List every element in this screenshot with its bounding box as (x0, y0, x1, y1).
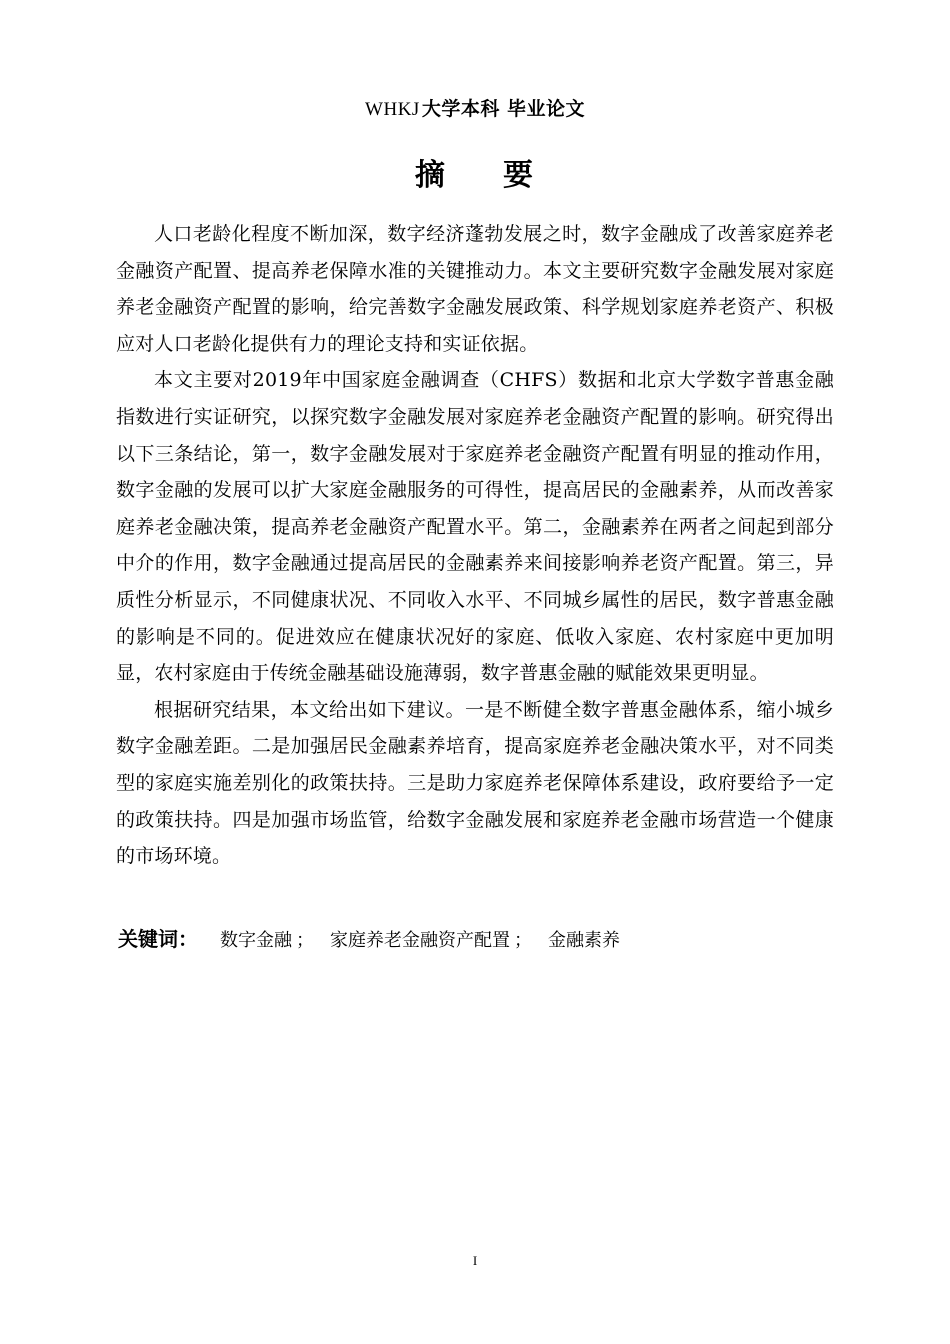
keyword-separator: ； (296, 930, 314, 951)
keywords-line (118, 923, 834, 957)
abstract-title (0, 156, 950, 196)
abstract-title-char-2: 要 (503, 158, 535, 193)
abstract-body (116, 216, 834, 875)
abstract-title-char-1: 摘 (415, 158, 447, 193)
keyword-item-3: 金融素养 (548, 930, 620, 951)
header-doc-type: 大学本科 毕业论文 (421, 98, 585, 120)
keyword-item-2: 家庭养老金融资产配置 (330, 930, 510, 951)
keyword-item-1: 数字金融 (220, 930, 292, 951)
keyword-separator: ； (514, 930, 532, 951)
keywords-label: 关键词： (118, 927, 198, 951)
abstract-paragraph-3: 根据研究结果，本文给出如下建议。一是不断健全数字普惠金融体系，缩小城乡数字金融差距。二是加强居民金融素养培育，提高家庭养老金融决策水平，对不同类型的家庭实施差别化的政策扶持。三是助力家庭养老保障体系建设，政府要给予一定的政策扶持。四是加强市场监管，给数字金融发展和家庭养老金融市场营造一个健康的市场环境。 (116, 698, 834, 868)
page-number: I (472, 1253, 478, 1268)
header-school: WHKJ (365, 99, 420, 120)
abstract-paragraph-2: 本文主要对2019年中国家庭金融调查（CHFS）数据和北京大学数字普惠金融指数进行实证研究，以探究数字金融发展对家庭养老金融资产配置的影响。研究得出以下三条结论，第一，数字金融发展对于家庭养老金融资产配置有明显的推动作用，数字金融的发展可以扩大家庭金融服务的可得性，提高居民的金融素养，从而改善家庭养老金融决策，提高养老金融资产配置水平。第二，金融素养在两者之间起到部分中介的作用，数字金融通过提高居民的金融素养来间接影响养老资产配置。第三，异质性分析显示，不同健康状况、不同收入水平、不同城乡属性的居民，数字普惠金融的影响是不同的。促进效应在健康状况好的家庭、低收入家庭、农村家庭中更加明显，农村家庭由于传统金融基础设施薄弱，数字普惠金融的赋能效果更明显。 (116, 369, 834, 685)
abstract-paragraph-1: 人口老龄化程度不断加深，数字经济蓬勃发展之时，数字金融成了改善家庭养老金融资产配置、提高养老保障水准的关键推动力。本文主要研究数字金融发展对家庭养老金融资产配置的影响，给完善数字金融发展政策、科学规划家庭养老资产、积极应对人口老龄化提供有力的理论支持和实证依据。 (116, 223, 834, 355)
page-header (0, 96, 950, 123)
